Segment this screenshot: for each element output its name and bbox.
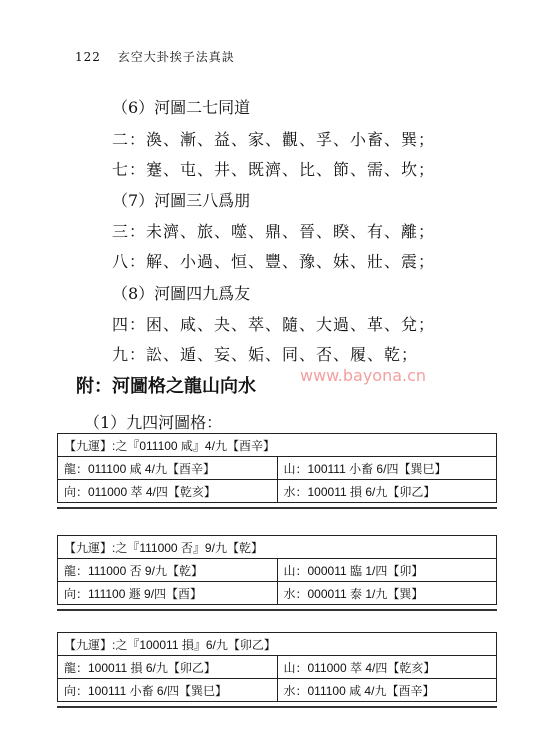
- appendix-title: 附：河圖格之龍山向水: [76, 376, 256, 397]
- section-title-8: （8）河圖四九爲友: [112, 284, 251, 303]
- facing-cell: 向：100111 小畜 6/四【巽巳】: [58, 679, 278, 702]
- section-title-7: （7）河圖三八爲朋: [112, 191, 251, 210]
- table-header: 【九運】:之『111000 否』9/九【乾】: [58, 536, 497, 559]
- water-cell: 水：000011 泰 1/九【巽】: [277, 582, 497, 605]
- table-header: 【九運】:之『011100 咸』4/九【酉辛】: [58, 434, 497, 457]
- mountain-cell: 山：100111 小畜 6/四【巽巳】: [277, 457, 497, 480]
- hetu-table-3: [57, 632, 497, 702]
- page-header: [75, 48, 235, 65]
- text-line: 七：蹇、屯、井、既濟、比、節、需、坎；: [112, 160, 436, 179]
- divider: [57, 706, 497, 708]
- text-line: 八：解、小過、恒、豐、豫、妹、壯、震；: [112, 252, 436, 271]
- dragon-cell: 龍：100011 損 6/九【卯乙】: [58, 656, 278, 679]
- text-line: 三：未濟、旅、噬、鼎、晉、睽、有、離；: [112, 222, 436, 241]
- water-cell: 水：100011 損 6/九【卯乙】: [277, 480, 497, 503]
- water-cell: 水：011100 咸 4/九【酉辛】: [277, 679, 497, 702]
- mountain-cell: 山：000011 臨 1/四【卯】: [277, 559, 497, 582]
- text-line: 二：渙、漸、益、家、觀、孚、小畜、巽；: [112, 130, 436, 149]
- dragon-cell: 龍：011100 咸 4/九【酉辛】: [58, 457, 278, 480]
- facing-cell: 向：111100 遯 9/四【酉】: [58, 582, 278, 605]
- dragon-cell: 龍：111000 否 9/九【乾】: [58, 559, 278, 582]
- mountain-cell: 山：011000 萃 4/四【乾亥】: [277, 656, 497, 679]
- divider: [57, 507, 497, 509]
- subsection-title: （1）九四河圖格：: [84, 413, 223, 432]
- text-line: 四：困、咸、夬、萃、隨、大過、革、兌；: [112, 315, 436, 334]
- text-line: 九：訟、遁、妄、姤、同、否、履、乾；: [112, 345, 419, 364]
- page-number: 122: [75, 50, 101, 64]
- table-header: 【九運】:之『100011 損』6/九【卯乙】: [58, 633, 497, 656]
- section-title-6: （6）河圖二七同道: [112, 98, 251, 117]
- divider: [57, 609, 497, 611]
- hetu-table-1: [57, 433, 497, 503]
- watermark: www.bayona.cn: [300, 366, 427, 385]
- book-title: 玄空大卦挨子法真訣: [117, 50, 235, 64]
- facing-cell: 向：011000 萃 4/四【乾亥】: [58, 480, 278, 503]
- hetu-table-2: [57, 535, 497, 605]
